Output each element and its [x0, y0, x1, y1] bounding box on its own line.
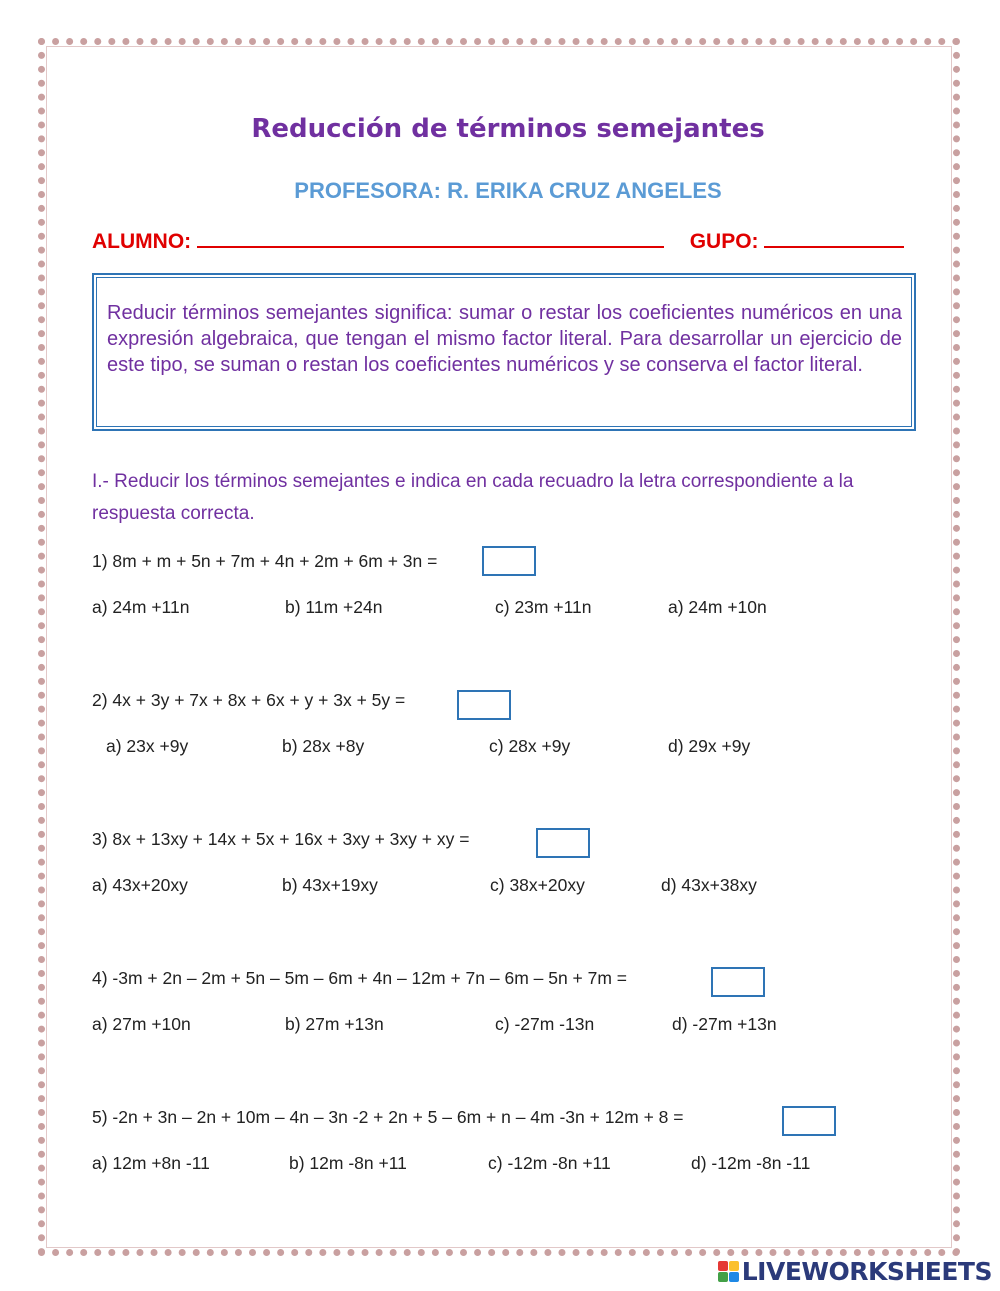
option-3d: d) 43x+38xy [661, 875, 757, 895]
student-name-line[interactable] [197, 228, 664, 248]
definition-box [92, 273, 916, 431]
answer-box-3[interactable] [536, 828, 590, 858]
option-4d: d) -27m +13n [672, 1014, 777, 1034]
option-1a: a) 24m +11n [92, 597, 190, 617]
option-5a: a) 12m +8n -11 [92, 1153, 210, 1173]
answer-box-5[interactable] [782, 1106, 836, 1136]
option-2d: d) 29x +9y [668, 736, 751, 756]
option-1b: b) 11m +24n [285, 597, 383, 617]
student-info [92, 228, 922, 254]
logo-square-yellow [729, 1261, 739, 1271]
group-line[interactable] [764, 228, 904, 248]
definition-text: Reducir términos semejantes significa: sumar o restar los coeficientes numéricos en una expresión algebraica, que tengan el mismo factor literal. Para desarrollar un ejercicio de este tipo, se suman o restan los coeficientes numéricos y se conserva el factor literal. [96, 277, 912, 427]
option-4c: c) -27m -13n [495, 1014, 595, 1034]
answer-box-2[interactable] [457, 690, 511, 720]
option-3b: b) 43x+19xy [282, 875, 378, 895]
option-2a: a) 23x +9y [106, 736, 189, 756]
option-2c: c) 28x +9y [489, 736, 571, 756]
question-2: 2) 4x + 3y + 7x + 8x + 6x + y + 3x + 5y = [92, 690, 406, 710]
page-border-inner [46, 46, 952, 1248]
question-3: 3) 8x + 13xy + 14x + 5x + 16x + 3xy + 3xy + xy = [92, 829, 470, 849]
option-2b: b) 28x +8y [282, 736, 365, 756]
answer-box-4[interactable] [711, 967, 765, 997]
logo-square-green [718, 1272, 728, 1282]
group-label: GUPO: [689, 230, 759, 253]
instructions: I.- Reducir los términos semejantes e indica en cada recuadro la letra correspondiente a la respuesta correcta. [92, 471, 854, 524]
option-5d: d) -12m -8n -11 [691, 1153, 811, 1173]
question-1: 1) 8m + m + 5n + 7m + 4n + 2m + 6m + 3n = [92, 551, 438, 571]
question-5: 5) -2n + 3n – 2n + 10m – 4n – 3n -2 + 2n + 5 – 6m + n – 4m -3n + 12m + 8 = [92, 1107, 684, 1127]
option-1c: c) 23m +11n [495, 597, 592, 617]
question-4: 4) -3m + 2n – 2m + 5n – 5m – 6m + 4n – 12m + 7n – 6m – 5n + 7m = [92, 968, 628, 988]
answer-box-1[interactable] [482, 546, 536, 576]
option-5c: c) -12m -8n +11 [488, 1153, 611, 1173]
option-3a: a) 43x+20xy [92, 875, 188, 895]
logo-square-blue [729, 1272, 739, 1282]
option-4b: b) 27m +13n [285, 1014, 384, 1034]
liveworksheets-logo [718, 1256, 992, 1286]
logo-square-red [718, 1261, 728, 1271]
logo-squares-icon [718, 1261, 739, 1282]
option-1d: a) 24m +10n [668, 597, 767, 617]
option-3c: c) 38x+20xy [490, 875, 585, 895]
logo-text: LIVEWORKSHEETS [741, 1256, 992, 1286]
student-label: ALUMNO: [92, 230, 192, 253]
teacher-name: PROFESORA: R. ERIKA CRUZ ANGELES [294, 178, 722, 203]
option-4a: a) 27m +10n [92, 1014, 191, 1034]
worksheet-title: Reducción de términos semejantes [251, 114, 765, 144]
option-5b: b) 12m -8n +11 [289, 1153, 407, 1173]
